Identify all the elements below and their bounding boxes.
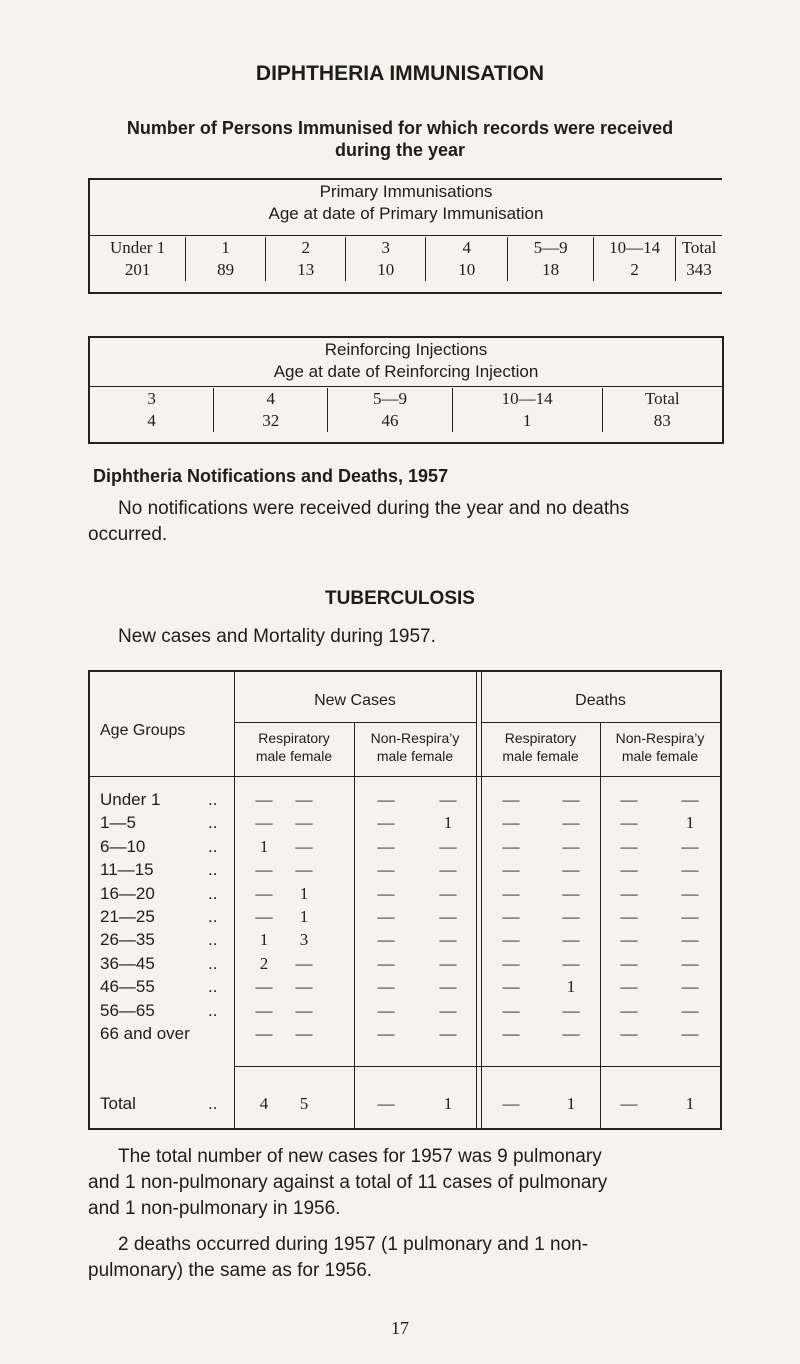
- tb-cell: —: [562, 790, 580, 809]
- total-label: Total: [100, 1094, 136, 1113]
- deaths-respiratory-header: Respiratory: [504, 730, 577, 746]
- tb-cell: —: [439, 977, 457, 997]
- reinforcing-val-10-14: 1: [452, 410, 602, 432]
- tb-cell: —: [502, 790, 520, 809]
- tb-cell: 1: [685, 813, 695, 833]
- age-group-label: Under 1: [100, 790, 161, 809]
- tb-cell: —: [255, 907, 273, 926]
- tb-cell: 1: [259, 836, 269, 856]
- age-group-label: 21—25: [100, 907, 155, 926]
- tb-cell: —: [295, 1024, 313, 1043]
- tb-cell: —: [377, 813, 395, 833]
- primary-val-3: 10: [346, 259, 426, 281]
- summary-p2-line-2: pulmonary) the same as for 1956.: [88, 1260, 373, 1281]
- deaths-respiratory-sex-header: male female: [502, 748, 579, 764]
- new-respiratory-header: Respiratory: [258, 730, 330, 746]
- tb-cell: —: [620, 1024, 638, 1043]
- primary-immunisation-table: [88, 178, 722, 294]
- tb-cell: —: [377, 907, 395, 926]
- tb-cell: —: [502, 907, 520, 926]
- tb-cell: —: [681, 836, 699, 856]
- reinforcing-val-5-9: 46: [328, 410, 452, 432]
- age-group-dots: ..: [208, 930, 218, 950]
- tb-cell: —: [255, 813, 273, 833]
- total-dots: ..: [208, 1094, 218, 1113]
- tb-cell: —: [620, 860, 638, 880]
- reinforcing-val-4: 32: [214, 410, 328, 432]
- tb-cell: —: [681, 930, 699, 950]
- tb-cell: —: [562, 883, 580, 903]
- tb-heading: TUBERCULOSIS: [325, 588, 475, 609]
- tb-cell: 1: [566, 977, 576, 997]
- primary-val-10-14: 2: [594, 259, 676, 281]
- primary-col-2: 2: [266, 237, 346, 259]
- tb-cell: 1: [259, 930, 269, 950]
- notifications-line-1: No notifications were received during the year and no deaths: [118, 498, 630, 519]
- tb-cell: —: [502, 860, 520, 880]
- page-title: DIPHTHERIA IMMUNISATION: [255, 62, 545, 85]
- primary-col-3: 3: [346, 237, 426, 259]
- new-non-respiratory-sex-header: male female: [376, 748, 454, 764]
- tb-cell: 1: [299, 907, 309, 926]
- age-group-dots: ..: [208, 977, 218, 997]
- tb-total-cell: 4: [259, 1094, 269, 1113]
- new-non-respiratory-header: Non-Respira’y: [370, 730, 460, 746]
- summary-p1-line-2: and 1 non-pulmonary against a total of 11 cases of pulmonary: [88, 1172, 608, 1193]
- tb-cell: —: [502, 813, 520, 833]
- tb-cell: —: [295, 860, 313, 880]
- tb-cell: —: [502, 1024, 520, 1043]
- primary-val-1: 89: [186, 259, 266, 281]
- new-respiratory-sex-header: male female: [255, 748, 333, 764]
- primary-val-total: 343: [676, 259, 722, 281]
- age-group-label: 1—5: [100, 813, 136, 833]
- tb-cell: —: [620, 790, 638, 809]
- tb-cell: —: [255, 1024, 273, 1043]
- primary-val-2: 13: [266, 259, 346, 281]
- tb-cell: —: [502, 977, 520, 997]
- tb-cell: —: [681, 1024, 699, 1043]
- tb-cell: —: [620, 977, 638, 997]
- primary-val-5-9: 18: [508, 259, 594, 281]
- reinforcing-header-2: Age at date of Reinforcing Injection: [273, 362, 539, 381]
- tb-cell: —: [562, 953, 580, 973]
- tb-cell: —: [377, 883, 395, 903]
- tb-cell: —: [439, 883, 457, 903]
- tb-cell: —: [295, 977, 313, 997]
- tb-cell: —: [439, 860, 457, 880]
- tb-cell: —: [620, 907, 638, 926]
- tb-cell: —: [620, 813, 638, 833]
- tb-cell: —: [295, 813, 313, 833]
- tb-cell: —: [377, 790, 395, 809]
- tb-cell: 1: [299, 883, 309, 903]
- tb-cell: —: [439, 907, 457, 926]
- age-group-label: 46—55: [100, 977, 155, 997]
- age-groups-header: Age Groups: [100, 722, 186, 739]
- age-group-label: 36—45: [100, 953, 155, 973]
- reinforcing-header-1: Reinforcing Injections: [324, 340, 488, 359]
- tb-cell: —: [681, 1000, 699, 1020]
- new-cases-header: New Cases: [314, 692, 396, 709]
- tb-cell: —: [620, 1000, 638, 1020]
- summary-p2-line-1: 2 deaths occurred during 1957 (1 pulmonary and 1 non-: [118, 1234, 589, 1255]
- tb-cell: 2: [259, 953, 269, 973]
- age-group-label: 6—10: [100, 836, 146, 856]
- primary-col-10-14: 10—14: [594, 237, 676, 259]
- tb-total-cell: —: [620, 1094, 638, 1113]
- primary-header-2: Age at date of Primary Immunisation: [268, 204, 544, 223]
- tb-cell: —: [377, 1024, 395, 1043]
- age-group-dots: ..: [208, 953, 218, 973]
- tb-cell: —: [502, 953, 520, 973]
- tb-cell: —: [295, 836, 313, 856]
- age-group-label: 16—20: [100, 883, 155, 903]
- tuberculosis-table: [88, 670, 722, 1130]
- primary-val-4: 10: [426, 259, 508, 281]
- tb-cell: —: [681, 953, 699, 973]
- tb-cell: —: [562, 1024, 580, 1043]
- reinforcing-injection-table: [88, 336, 724, 444]
- reinforcing-val-total: 83: [602, 410, 722, 432]
- reinforcing-col-3: 3: [147, 389, 156, 408]
- age-group-label: 11—15: [100, 860, 154, 880]
- summary-p1-line-1: The total number of new cases for 1957 was 9 pulmonary: [118, 1146, 602, 1167]
- tb-cell: —: [620, 930, 638, 950]
- notifications-line-2: occurred.: [88, 524, 168, 545]
- primary-col-under-1: Under 1: [109, 238, 166, 257]
- tb-cell: 1: [443, 813, 453, 833]
- deaths-header: Deaths: [575, 692, 626, 709]
- deaths-non-respiratory-header: Non-Respira’y: [615, 730, 705, 746]
- tb-cell: 3: [299, 930, 309, 950]
- age-group-dots: ..: [208, 907, 218, 926]
- age-group-dots: ..: [208, 790, 218, 809]
- tb-cell: —: [295, 1000, 313, 1020]
- tb-cell: —: [439, 1024, 457, 1043]
- tb-total-cell: 1: [685, 1094, 695, 1113]
- primary-header-1: Primary Immunisations: [319, 182, 493, 201]
- deaths-non-respiratory-sex-header: male female: [621, 748, 699, 764]
- tb-cell: —: [255, 1000, 273, 1020]
- tb-cell: —: [681, 883, 699, 903]
- reinforcing-col-4: 4: [214, 388, 328, 410]
- age-group-dots: ..: [208, 836, 218, 856]
- tb-cell: —: [439, 836, 457, 856]
- age-group-label: 56—65: [100, 1000, 155, 1020]
- tb-cell: —: [681, 790, 699, 809]
- primary-col-5-9: 5—9: [508, 237, 594, 259]
- tb-cell: —: [562, 860, 580, 880]
- tb-cell: —: [255, 883, 273, 903]
- tb-subheading: New cases and Mortality during 1957.: [118, 626, 436, 647]
- tb-cell: —: [295, 953, 313, 973]
- tb-cell: —: [439, 930, 457, 950]
- tb-cell: —: [439, 1000, 457, 1020]
- age-group-dots: ..: [208, 1000, 218, 1020]
- tb-cell: —: [377, 836, 395, 856]
- tb-cell: —: [562, 907, 580, 926]
- age-group-label: 26—35: [100, 930, 155, 950]
- age-group-dots: ..: [208, 883, 218, 903]
- tb-cell: —: [377, 953, 395, 973]
- tb-cell: —: [377, 1000, 395, 1020]
- tb-cell: —: [620, 953, 638, 973]
- reinforcing-col-total: Total: [602, 388, 722, 410]
- tb-cell: —: [295, 790, 313, 809]
- age-group-dots: ..: [208, 860, 218, 880]
- summary-p1-line-3: and 1 non-pulmonary in 1956.: [88, 1198, 341, 1219]
- primary-col-4: 4: [426, 237, 508, 259]
- tb-cell: —: [681, 907, 699, 926]
- tb-cell: —: [562, 836, 580, 856]
- tb-cell: —: [681, 977, 699, 997]
- tb-cell: —: [502, 883, 520, 903]
- reinforcing-col-5-9: 5—9: [328, 388, 452, 410]
- tb-total-cell: 1: [443, 1094, 453, 1113]
- tb-cell: —: [377, 930, 395, 950]
- tb-cell: —: [255, 860, 273, 880]
- reinforcing-col-10-14: 10—14: [452, 388, 602, 410]
- reinforcing-val-3: 4: [147, 411, 156, 430]
- tb-cell: —: [562, 1000, 580, 1020]
- tb-cell: —: [562, 930, 580, 950]
- tb-cell: —: [681, 860, 699, 880]
- tb-cell: —: [377, 860, 395, 880]
- subtitle-line-1: Number of Persons Immunised for which records were received: [126, 118, 674, 138]
- tb-total-cell: —: [502, 1094, 520, 1113]
- subtitle-line-2: during the year: [334, 140, 466, 160]
- tb-cell: —: [439, 790, 457, 809]
- tb-total-cell: 1: [566, 1094, 576, 1113]
- tb-cell: —: [255, 790, 273, 809]
- tb-cell: —: [255, 977, 273, 997]
- notifications-heading: Diphtheria Notifications and Deaths, 1957: [93, 466, 449, 486]
- tb-cell: —: [377, 977, 395, 997]
- tb-cell: —: [502, 836, 520, 856]
- primary-val-under-1: 201: [124, 260, 151, 279]
- page-number: 17: [391, 1318, 409, 1338]
- tb-total-cell: —: [377, 1094, 395, 1113]
- tb-cell: —: [502, 1000, 520, 1020]
- age-group-label: 66 and over: [100, 1024, 190, 1043]
- tb-cell: —: [439, 953, 457, 973]
- tb-cell: —: [562, 813, 580, 833]
- tb-cell: —: [620, 883, 638, 903]
- tb-total-cell: 5: [299, 1094, 309, 1113]
- primary-col-total: Total: [676, 237, 722, 259]
- primary-col-1: 1: [186, 237, 266, 259]
- tb-cell: —: [502, 930, 520, 950]
- age-group-dots: ..: [208, 813, 218, 833]
- tb-cell: —: [620, 836, 638, 856]
